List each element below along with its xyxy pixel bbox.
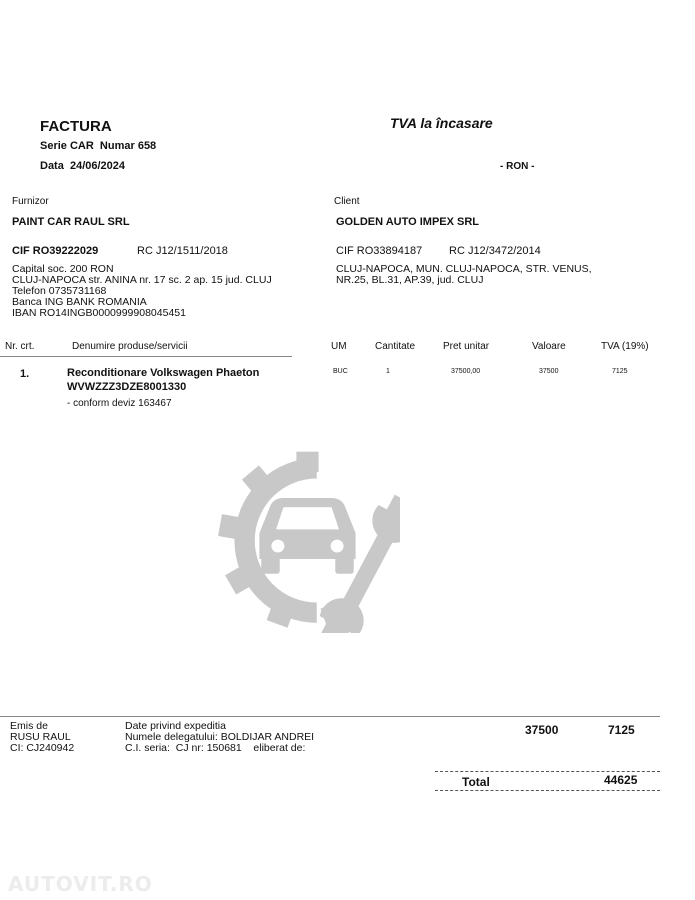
total-tva: 7125 <box>608 723 635 737</box>
invoice-date <box>40 160 125 172</box>
footer-rule <box>0 716 660 717</box>
supplier-heading: Furnizor <box>12 196 49 207</box>
row-um: BUC <box>333 368 348 375</box>
col-header-desc: Denumire produse/servicii <box>72 341 188 352</box>
serie-label: Serie CAR <box>40 140 94 152</box>
row-desc-line1: Reconditionare Volkswagen Phaeton <box>67 367 260 379</box>
issuer-ci: CI: CJ240942 <box>10 742 75 754</box>
supplier-details <box>12 264 272 319</box>
client-address-line1: CLUJ-NAPOCA, MUN. CLUJ-NAPOCA, STR. VENUS, <box>336 263 592 275</box>
row-tva: 7125 <box>612 368 628 375</box>
supplier-capital: Capital soc. 200 RON <box>12 263 114 275</box>
invoice-title: FACTURA <box>40 118 112 135</box>
numar-label: Numar 658 <box>99 140 157 152</box>
supplier-iban: IBAN RO14INGB0000999908045451 <box>12 307 186 319</box>
client-address-line2: NR.25, BL.31, AP.39, jud. CLUJ <box>336 274 484 286</box>
car-repair-gear-wrench-icon <box>215 448 400 633</box>
invoice-serie <box>40 140 156 152</box>
issuer-name: RUSU RAUL <box>10 731 71 743</box>
supplier-address: CLUJ-NAPOCA str. ANINA nr. 17 sc. 2 ap. 15 jud. CLUJ <box>12 274 272 286</box>
row-value: 37500 <box>539 368 559 375</box>
row-qty: 1 <box>386 368 390 375</box>
delegate-name: Numele delegatului: BOLDIJAR ANDREI <box>125 731 315 743</box>
row-price: 37500,00 <box>451 368 481 375</box>
supplier-bank: Banca ING BANK ROMANIA <box>12 296 147 308</box>
supplier-phone: Telefon 0735731168 <box>12 285 107 297</box>
col-header-nr: Nr. crt. <box>5 341 35 352</box>
currency-label: - RON - <box>500 161 535 172</box>
total-label: Total <box>462 775 490 789</box>
grand-total: 44625 <box>604 773 638 787</box>
supplier-name: PAINT CAR RAUL SRL <box>12 216 130 228</box>
total-bottom-rule <box>435 790 660 791</box>
supplier-cif: CIF RO39222029 <box>12 245 99 257</box>
col-header-price: Pret unitar <box>443 341 490 352</box>
date-value: 24/06/2024 <box>69 160 126 172</box>
col-header-tva: TVA (19%) <box>601 341 649 352</box>
tva-mode: TVA la încasare <box>390 115 493 131</box>
col-header-qty: Cantitate <box>375 341 416 352</box>
table-header-rule <box>0 356 292 357</box>
shipping-title: Date privind expeditia <box>125 720 226 732</box>
issuer-block <box>10 721 74 754</box>
watermark-logo: AUTOVIT.RO <box>8 872 153 896</box>
client-name: GOLDEN AUTO IMPEX SRL <box>336 216 480 228</box>
client-rc: RC J12/3472/2014 <box>449 245 541 257</box>
eliberat-label: eliberat de: <box>253 742 306 754</box>
row-desc-line2: WVWZZZ3DZE8001330 <box>67 381 187 393</box>
ci-seria-label: C.I. seria: <box>125 742 170 754</box>
emis-de-label: Emis de <box>10 720 48 732</box>
client-cif: CIF RO33894187 <box>336 245 423 257</box>
ci-nr-value: CJ nr: 150681 <box>175 742 242 754</box>
date-label: Data <box>40 160 64 172</box>
client-heading: Client <box>334 196 360 207</box>
col-header-um: UM <box>331 341 347 352</box>
row-nr: 1. <box>20 368 30 380</box>
delegate-ci <box>125 743 314 754</box>
supplier-rc: RC J12/1511/2018 <box>137 245 228 257</box>
row-desc-note: - conform deviz 163467 <box>67 398 172 409</box>
total-top-rule <box>435 771 660 772</box>
total-value: 37500 <box>525 723 559 737</box>
client-address <box>336 264 592 286</box>
col-header-value: Valoare <box>532 341 566 352</box>
shipping-block <box>125 721 314 754</box>
